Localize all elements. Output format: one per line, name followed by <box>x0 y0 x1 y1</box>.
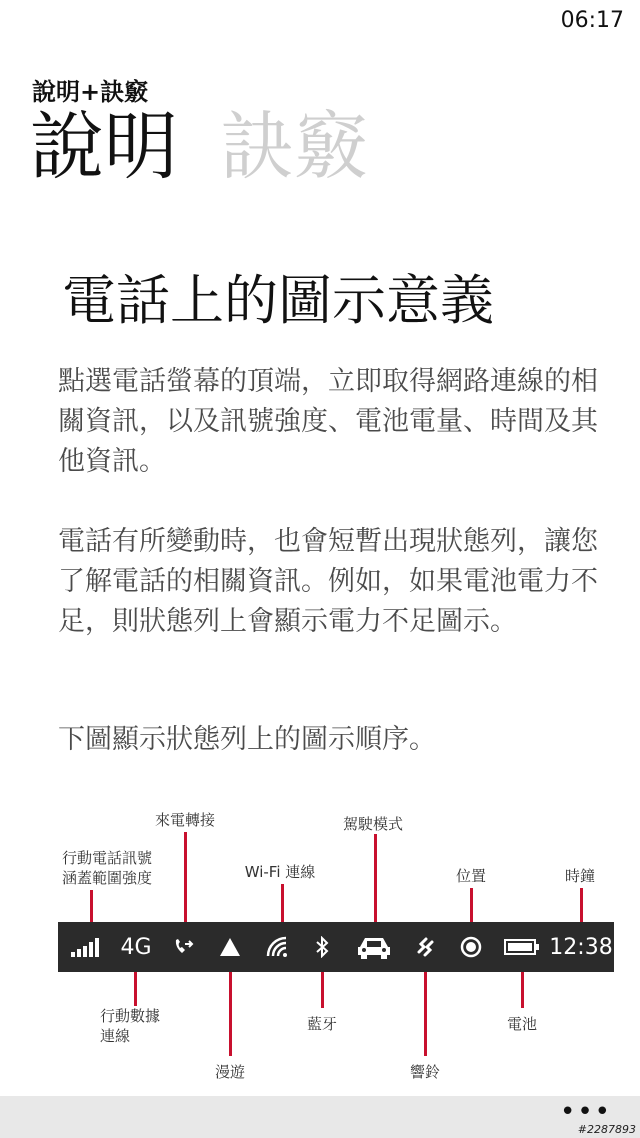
more-options-button[interactable]: ••• <box>559 1097 612 1127</box>
watermark: #2287893 <box>577 1123 636 1136</box>
battery-icon <box>502 930 542 964</box>
label-wifi: Wi-Fi 連線 <box>244 863 316 881</box>
leader-line <box>424 972 427 1056</box>
paragraph: 點選電話螢幕的頂端，立即取得網路連線的相關資訊，以及訊號強度、電池電量、時間及其他資訊。 <box>58 366 598 477</box>
leader-line <box>580 888 583 922</box>
bluetooth-icon <box>310 930 334 964</box>
leader-line <box>321 972 324 1008</box>
leader-line <box>134 972 137 1006</box>
leader-line <box>470 888 473 922</box>
paragraph: 電話有所變動時，也會短暫出現狀態列，讓您了解電話的相關資訊。例如，如果電池電力不足，則狀態列上會顯示電力不足圖示。 <box>58 526 598 637</box>
leader-line <box>90 890 93 922</box>
label-bluetooth: 藍牙 <box>306 1015 338 1033</box>
pivot-item-tips[interactable]: 訣竅 <box>220 104 368 190</box>
wifi-icon <box>263 930 293 964</box>
app-bar <box>0 1096 640 1138</box>
label-ringer: 響鈴 <box>409 1063 441 1081</box>
status-bar-diagram <box>0 800 640 1090</box>
label-roaming: 漫遊 <box>214 1063 246 1081</box>
network-type-text: 4G <box>120 934 152 960</box>
ringer-icon <box>412 930 440 964</box>
leader-line <box>184 832 187 922</box>
label-driving-mode: 駕駛模式 <box>342 815 404 833</box>
label-mobile-data: 行動數據 連線 <box>100 1007 161 1045</box>
leader-line <box>281 884 284 922</box>
clock-text: 12:38 <box>549 934 613 960</box>
location-icon <box>458 930 484 964</box>
label-signal-strength: 行動電話訊號 涵蓋範圍強度 <box>62 849 153 887</box>
pivot-item-help[interactable]: 說明 <box>30 104 178 190</box>
paragraph: 下圖顯示狀態列上的圖示順序。 <box>58 724 436 755</box>
content-heading: 電話上的圖示意義 <box>62 269 494 332</box>
leader-line <box>229 972 232 1056</box>
pivot-header <box>30 104 410 190</box>
call-forwarding-icon <box>170 930 198 964</box>
label-battery: 電池 <box>506 1015 538 1033</box>
leader-line <box>374 834 377 922</box>
roaming-icon <box>218 930 242 964</box>
signal-icon <box>70 930 102 964</box>
status-time: 06:17 <box>560 8 624 33</box>
label-location: 位置 <box>455 867 487 885</box>
driving-mode-icon <box>354 930 394 964</box>
label-call-forwarding: 來電轉接 <box>154 811 216 829</box>
leader-line <box>521 972 524 1008</box>
label-clock: 時鐘 <box>564 867 596 885</box>
app-title: 說明+訣竅 <box>32 78 149 106</box>
